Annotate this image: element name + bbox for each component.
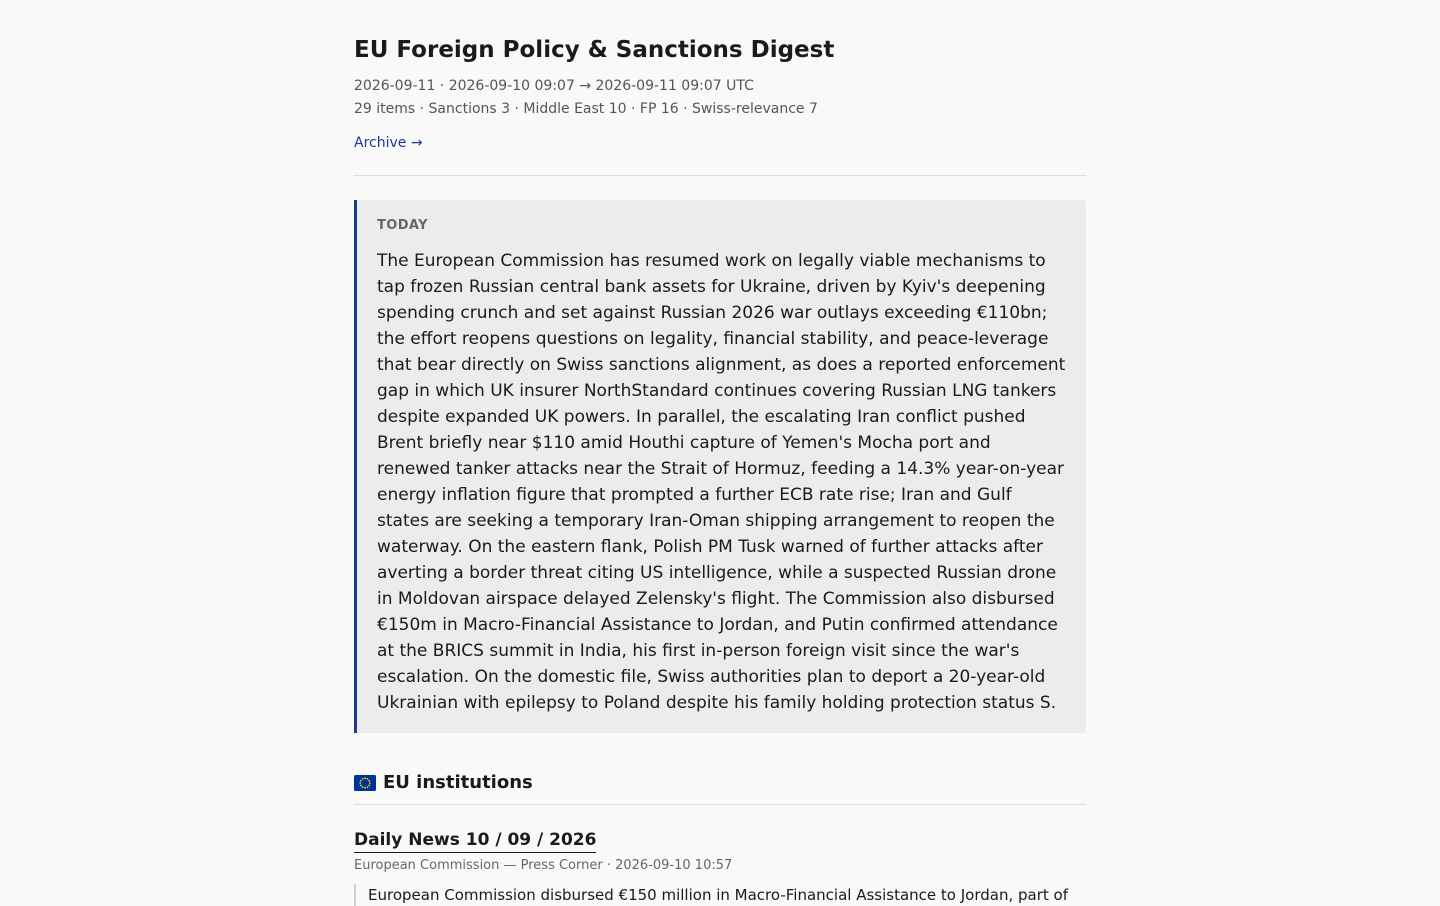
article-title-link[interactable]: Daily News 10 / 09 / 2026 [354, 828, 596, 853]
header-divider [354, 175, 1086, 176]
section-heading-eu-institutions [354, 769, 533, 797]
today-label: TODAY [377, 218, 428, 233]
today-summary-text: The European Commission has resumed work on legally viable mechanisms to tap frozen Russian central bank assets for Ukraine, driven by Kyiv's deepening spending crunch and set against Russian 2026 war outlays exceeding €110bn; the effort reopens questions on legality, financial stability, and peace-leverage that bear directly on Swiss sanctions alignment, as does a reported enforcement gap in which UK insurer NorthStandard continues covering Russian LNG tankers despite expanded UK powers. In parallel, the escalating Iran conflict pushed Brent briefly near $110 amid Houthi capture of Yemen's Mocha port and renewed tanker attacks near the Strait of Hormuz, feeding a 14.3% year-on-year energy inflation figure that prompted a further ECB rate rise; Iran and Gulf states are seeking a temporary Iran-Oman shipping arrangement to reopen the waterway. On the eastern flank, Polish PM Tusk warned of further attacks after averting a border threat citing US intelligence, while a suspected Russian drone in Moldovan airspace delayed Zelensky's flight. The Commission also disbursed €150m in Macro-Financial Assistance to Jordan, and Putin confirmed attendance at the BRICS summit in India, his first in-person foreign visit since the war's escalation. On the domestic file, Swiss authorities plan to deport a 20-year-old Ukrainian with epilepsy to Poland despite his family holding protection status S. [377, 251, 1066, 713]
date-range: 2026-09-11 · 2026-09-10 09:07 → 2026-09-11 09:07 UTC [354, 78, 754, 94]
eu-flag-icon [354, 775, 376, 791]
archive-link[interactable]: Archive → [354, 135, 423, 151]
item-stats: 29 items · Sanctions 3 · Middle East 10 · FP 16 · Swiss-relevance 7 [354, 101, 818, 117]
article-summary-quote [354, 884, 1086, 906]
today-summary-box [354, 200, 1086, 733]
section-title: EU institutions [383, 772, 533, 793]
page-title: EU Foreign Policy & Sanctions Digest [354, 37, 835, 63]
article-source-meta: European Commission — Press Corner · 2026-09-10 10:57 [354, 858, 733, 873]
section-divider [354, 804, 1086, 805]
article-summary-text: European Commission disbursed €150 million in Macro-Financial Assistance to Jordan, part of [368, 886, 1068, 904]
